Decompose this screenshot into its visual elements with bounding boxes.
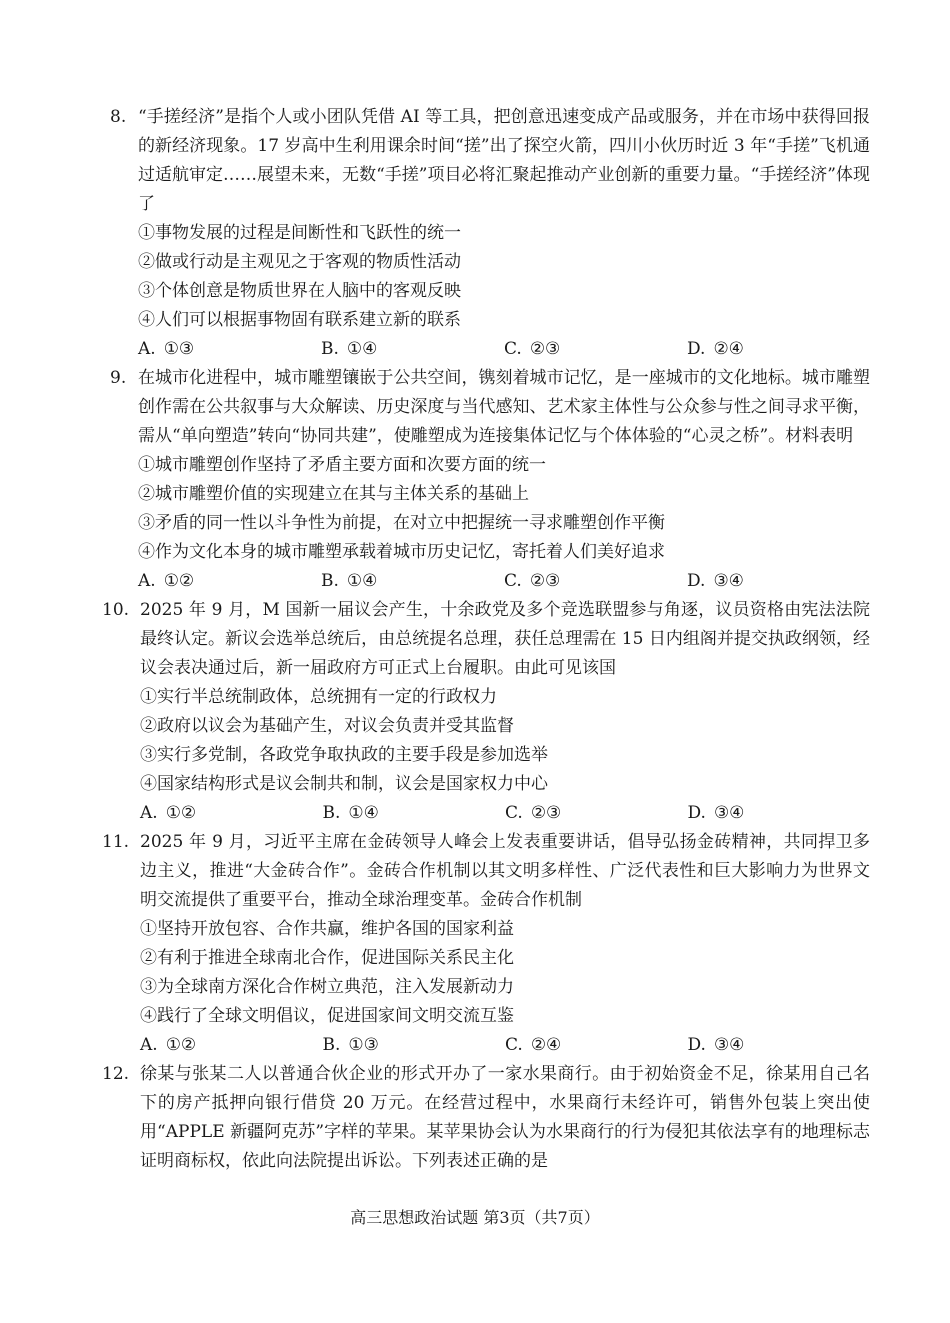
answer-choice xyxy=(504,567,687,596)
choice-label: B. xyxy=(322,803,341,823)
choice-label: A. xyxy=(140,803,158,823)
question-number: 8. xyxy=(110,107,127,127)
choice-value: ③④ xyxy=(713,1035,745,1055)
answer-choice xyxy=(505,799,688,828)
statement-option: ③为全球南方深化合作树立典范，注入发展新动力 xyxy=(140,977,514,997)
answer-choice xyxy=(140,799,323,828)
question xyxy=(102,596,870,828)
statement-option: ②城市雕塑价值的实现建立在其与主体关系的基础上 xyxy=(138,484,529,504)
choice-label: C. xyxy=(505,803,523,823)
choice-value: ②④ xyxy=(530,1035,562,1055)
answer-choice xyxy=(504,335,687,364)
choice-label: A. xyxy=(140,1035,158,1055)
choice-value: ③④ xyxy=(713,571,744,591)
question-number: 10. xyxy=(102,600,130,620)
choice-label: A. xyxy=(138,339,156,359)
choice-value: ②③ xyxy=(530,803,562,823)
choice-value: ①② xyxy=(163,571,195,591)
choice-value: ①② xyxy=(165,803,197,823)
question-list xyxy=(102,103,870,1176)
answer-choice xyxy=(688,1031,871,1060)
statement-option: ④人们可以根据事物固有联系建立新的联系 xyxy=(138,310,461,330)
answer-choice xyxy=(138,567,321,596)
question xyxy=(102,828,870,1060)
question-stem: 在城市化进程中，城市雕塑镶嵌于公共空间，镌刻着城市记忆，是一座城市的文化地标。城市雕塑创作需在公共叙事与大众解读、历史深度与当代感知、艺术家主体性与公众参与性之间寻求平衡，需从“单向塑造”转向“协同共建”，使雕塑成为连接集体记忆与个体体验的“心灵之桥”。材料表明 xyxy=(138,368,870,446)
statement-option: ②政府以议会为基础产生，对议会负责并受其监督 xyxy=(140,716,514,736)
choice-label: C. xyxy=(505,1035,523,1055)
choice-label: D. xyxy=(687,571,706,591)
question-stem: “手搓经济”是指个人或小团队凭借 AI 等工具，把创意迅速变成产品或服务，并在市场中获得回报的新经济现象。17 岁高中生利用课余时间“搓”出了探空火箭，四川小伙历时近 3 年“手搓”飞机通过适航审定……展望未来，无数“手搓”项目必将汇聚起推动产业创新的重要力量。“手搓经济”体现了 xyxy=(138,107,870,214)
answer-choice xyxy=(321,335,504,364)
answer-choices xyxy=(138,335,870,364)
statement-option: ③个体创意是物质世界在人脑中的客观反映 xyxy=(138,281,461,301)
choice-label: D. xyxy=(687,803,706,823)
answer-choice xyxy=(138,335,321,364)
choice-value: ②③ xyxy=(529,339,561,359)
question-stem: 2025 年 9 月，M 国新一届议会产生，十余政党及多个竞选联盟参与角逐，议员资格由宪法法院最终认定。新议会选举总统后，由总统提名总理，获任总理需在 15 日内组阁并提交执政纲领，经议会表决通过后，新一届政府方可正式上台履职。由此可见该国 xyxy=(140,600,870,678)
statement-option: ①坚持开放包容、合作共赢，维护各国的国家利益 xyxy=(140,919,514,939)
statement-option: ②有利于推进全球南北合作，促进国际关系民主化 xyxy=(140,948,514,968)
question-stem: 徐某与张某二人以普通合伙企业的形式开办了一家水果商行。由于初始资金不足，徐某用自己名下的房产抵押向银行借贷 20 万元。在经营过程中，水果商行未经许可，销售外包装上突出使用“APPLE 新疆阿克苏”字样的苹果。某苹果协会认为水果商行的行为侵犯其依法享有的地理标志证明商标权，依此向法院提出诉讼。下列表述正确的是 xyxy=(140,1064,870,1171)
choice-label: D. xyxy=(687,1035,706,1055)
answer-choice xyxy=(323,799,506,828)
answer-choice xyxy=(688,799,871,828)
page-footer: 高三思想政治试题 第3页（共7页） xyxy=(350,1208,600,1227)
choice-value: ①② xyxy=(165,1035,197,1055)
answer-choice xyxy=(323,1031,506,1060)
statement-option: ④践行了全球文明倡议，促进国家间文明交流互鉴 xyxy=(140,1006,514,1026)
answer-choice xyxy=(140,1031,323,1060)
choice-value: ①④ xyxy=(348,803,379,823)
question-number: 11. xyxy=(102,832,130,852)
statement-option: ③矛盾的同一性以斗争性为前提，在对立中把握统一寻求雕塑创作平衡 xyxy=(138,513,665,533)
statement-option: ②做或行动是主观见之于客观的物质性活动 xyxy=(138,252,461,272)
choice-value: ①④ xyxy=(346,339,378,359)
answer-choice xyxy=(321,567,504,596)
choice-value: ①③ xyxy=(163,339,195,359)
choice-value: ①③ xyxy=(348,1035,379,1055)
choice-value: ③④ xyxy=(713,803,745,823)
answer-choice xyxy=(505,1031,688,1060)
choice-label: B. xyxy=(322,1035,341,1055)
answer-choice xyxy=(687,567,870,596)
question-number: 12. xyxy=(102,1064,130,1084)
statement-option: ①实行半总统制政体，总统拥有一定的行政权力 xyxy=(140,687,497,707)
statement-option: ④国家结构形式是议会制共和制，议会是国家权力中心 xyxy=(140,774,548,794)
question xyxy=(110,364,870,596)
choice-value: ②④ xyxy=(713,339,744,359)
statement-option: ④作为文化本身的城市雕塑承载着城市历史记忆，寄托着人们美好追求 xyxy=(138,542,665,562)
choice-value: ②③ xyxy=(529,571,561,591)
question xyxy=(102,1060,870,1176)
choice-label: D. xyxy=(687,339,706,359)
statement-option: ①城市雕塑创作坚持了矛盾主要方面和次要方面的统一 xyxy=(138,455,546,475)
choice-label: C. xyxy=(504,571,522,591)
question-number: 9. xyxy=(110,368,127,388)
question-stem: 2025 年 9 月，习近平主席在金砖领导人峰会上发表重要讲话，倡导弘扬金砖精神，共同捍卫多边主义，推进“大金砖合作”。金砖合作机制以其文明多样性、广泛代表性和巨大影响力为世界文明交流提供了重要平台，推动全球治理变革。金砖合作机制 xyxy=(140,832,870,910)
answer-choices xyxy=(140,799,870,828)
choice-label: A. xyxy=(138,571,156,591)
choice-label: C. xyxy=(504,339,522,359)
statement-option: ③实行多党制，各政党争取执政的主要手段是参加选举 xyxy=(140,745,548,765)
choice-label: B. xyxy=(321,571,339,591)
answer-choices xyxy=(140,1031,870,1060)
question xyxy=(110,103,870,364)
answer-choices xyxy=(138,567,870,596)
choice-value: ①④ xyxy=(346,571,378,591)
statement-option: ①事物发展的过程是间断性和飞跃性的统一 xyxy=(138,223,461,243)
choice-label: B. xyxy=(321,339,339,359)
answer-choice xyxy=(687,335,870,364)
